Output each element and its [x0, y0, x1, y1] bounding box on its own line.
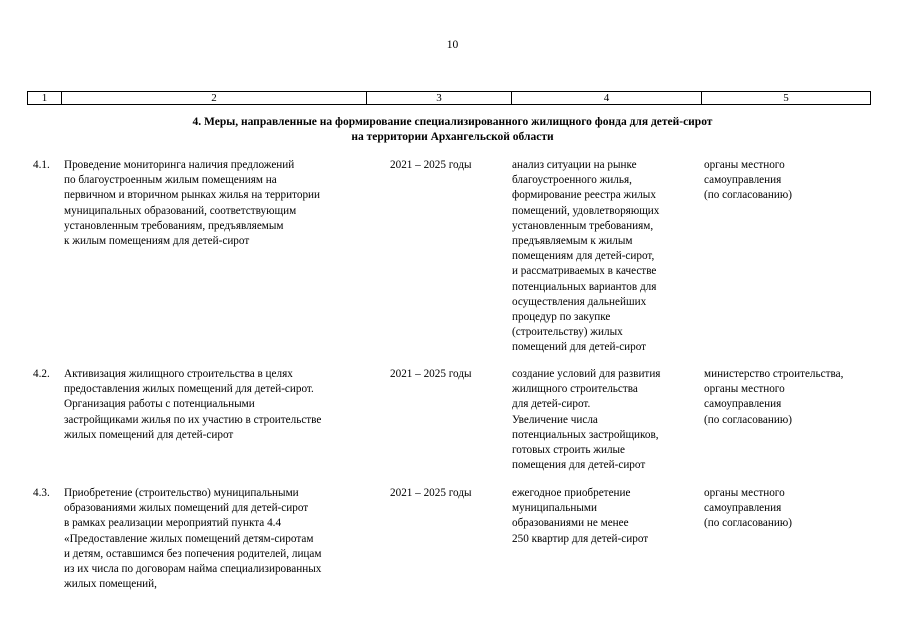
row-number: 4.3.: [33, 487, 50, 499]
section-title-line-1: 4. Меры, направленные на формирование специализированного жилищного фонда для детей-сирот: [192, 116, 713, 128]
period-text: 2021 – 2025 годы: [390, 487, 472, 499]
result-text: ежегодное приобретение муниципальными образованиями не менее 250 квартир для детей-сирот: [512, 487, 649, 545]
section-title-line-2: на территории Архангельской области: [351, 130, 554, 143]
measure-text: Активизация жилищного строительства в целях предоставления жилых помещений для детей-сирот. Организация работы с потенциальными застройщиками жилья по их участию в строительстве жилых помещений для детей-сирот: [64, 368, 322, 441]
executor-text: министерство строительства, органы местного самоуправления (по согласованию): [704, 368, 844, 426]
column-number-3: 3: [367, 92, 512, 104]
column-number-4: 4: [512, 92, 702, 104]
measure-text: Приобретение (строительство) муниципальными образованиями жилых помещений для детей-сирот в рамках реализации мероприятий пункта 4.4 «Предоставление жилых помещений детям-сиротам и детям, оставшимся без попечения родителей, лицам из их числа по договорам найма специализированных жилых помещений,: [64, 487, 322, 591]
executor-text: органы местного самоуправления (по согласованию): [704, 487, 792, 530]
period-text: 2021 – 2025 годы: [390, 159, 472, 171]
executor-text: органы местного самоуправления (по согласованию): [704, 159, 792, 202]
period-text: 2021 – 2025 годы: [390, 368, 472, 380]
row-number: 4.1.: [33, 159, 50, 171]
section-title: [100, 115, 805, 144]
column-number-1: 1: [28, 92, 62, 104]
column-number-header: [27, 91, 871, 105]
result-text: анализ ситуации на рынке благоустроенного жилья, формирование реестра жилых помещений, удовлетворяющих установленным требованиям, предъявляемым к жилым помещениям для детей-сирот, и рассматриваемых в качестве потенциальных вариантов для осуществления дальнейших процедур по закупке (строительству) жилых помещений для детей-сирот: [512, 159, 660, 354]
result-text: создание условий для развития жилищного строительства для детей-сирот. Увеличение числа потенциальных застройщиков, готовых строить жилые помещения для детей-сирот: [512, 368, 661, 472]
row-number: 4.2.: [33, 368, 50, 380]
column-number-5: 5: [783, 92, 789, 104]
column-number-2: 2: [62, 92, 367, 104]
page-number: 10: [446, 39, 459, 51]
measure-text: Проведение мониторинга наличия предложений по благоустроенным жилым помещениям на первичном и вторичном рынках жилья на территории муниципальных образований, соответствующим установленным требованиям, предъявляемым к жилым помещениям для детей-сирот: [64, 159, 321, 248]
